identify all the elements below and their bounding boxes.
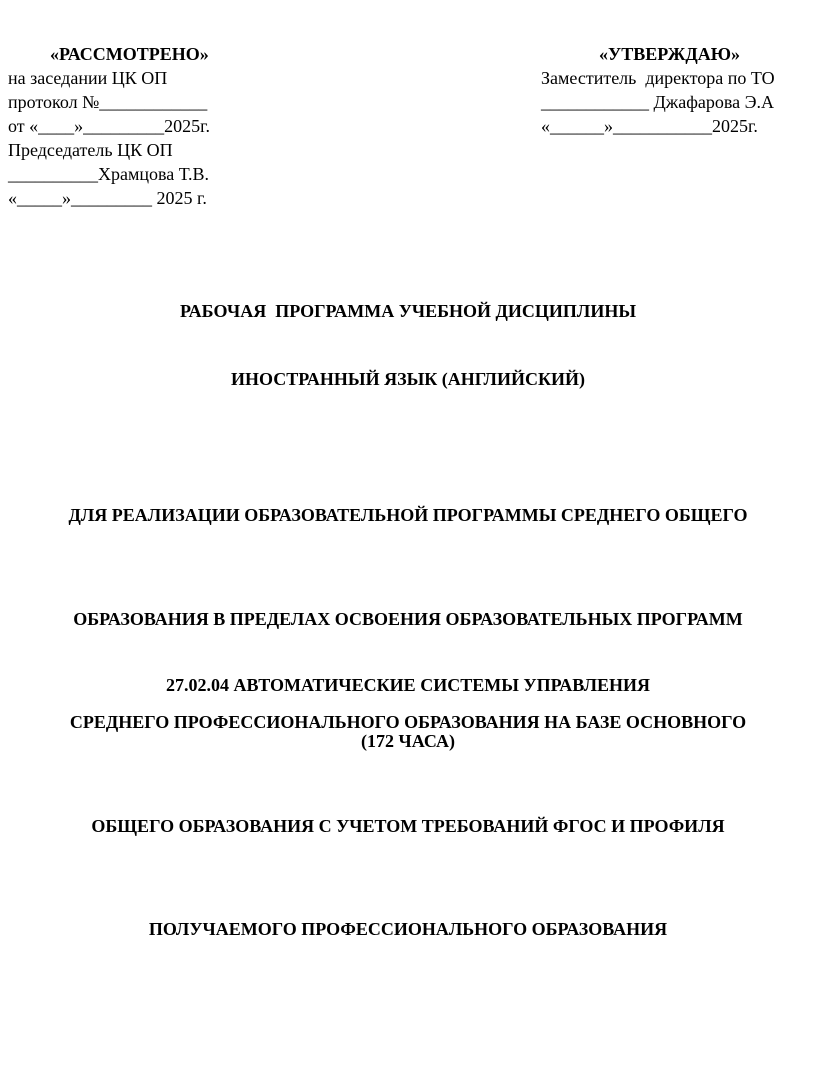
specialty-title: 27.02.04 АВТОМАТИЧЕСКИЕ СИСТЕМЫ УПРАВЛЕНИЯ: [165, 675, 651, 695]
subject-title: ИНОСТРАННЫЙ ЯЗЫК (АНГЛИЙСКИЙ): [230, 369, 585, 389]
program-purpose-line: СРЕДНЕГО ПРОФЕССИОНАЛЬНОГО ОБРАЗОВАНИЯ НА БАЗЕ ОСНОВНОГО: [69, 712, 747, 732]
hours-title: (172 ЧАСА): [361, 731, 455, 751]
approval-considered-protocol: протокол №____________: [8, 92, 208, 112]
approval-approved-heading: «УТВЕРЖДАЮ»: [599, 44, 741, 64]
approval-approved-date: «______»___________2025г.: [541, 116, 758, 136]
approval-considered-date: от «____»_________2025г.: [8, 116, 210, 136]
program-purpose: [20, 429, 796, 981]
approval-considered-chair-title: Председатель ЦК ОП: [8, 140, 173, 160]
program-purpose-line: ОБРАЗОВАНИЯ В ПРЕДЕЛАХ ОСВОЕНИЯ ОБРАЗОВАТЕЛЬНЫХ ПРОГРАММ: [73, 608, 743, 629]
approval-considered-meeting: на заседании ЦК ОП: [8, 68, 168, 88]
approval-considered-signature-date: «_____»_________ 2025 г.: [8, 188, 207, 208]
approval-considered-chair-signature: __________Храмцова Т.В.: [8, 164, 209, 184]
approval-considered-heading: «РАССМОТРЕНО»: [50, 44, 209, 64]
program-purpose-line: ОБЩЕГО ОБРАЗОВАНИЯ С УЧЕТОМ ТРЕБОВАНИЙ ФГОС И ПРОФИЛЯ: [91, 815, 725, 836]
approval-approved-signature: ____________ Джафарова Э.А: [541, 92, 774, 112]
approval-approved-block: [541, 42, 811, 138]
program-title: РАБОЧАЯ ПРОГРАММА УЧЕБНОЙ ДИСЦИПЛИНЫ: [179, 301, 637, 321]
program-purpose-line: ПОЛУЧАЕМОГО ПРОФЕССИОНАЛЬНОГО ОБРАЗОВАНИЯ: [148, 919, 668, 939]
approval-considered-block: [8, 42, 308, 210]
program-purpose-line: ДЛЯ РЕАЛИЗАЦИИ ОБРАЗОВАТЕЛЬНОЙ ПРОГРАММЫ СРЕДНЕГО ОБЩЕГО: [68, 505, 748, 525]
approval-approved-position: Заместитель директора по ТО: [541, 68, 775, 88]
